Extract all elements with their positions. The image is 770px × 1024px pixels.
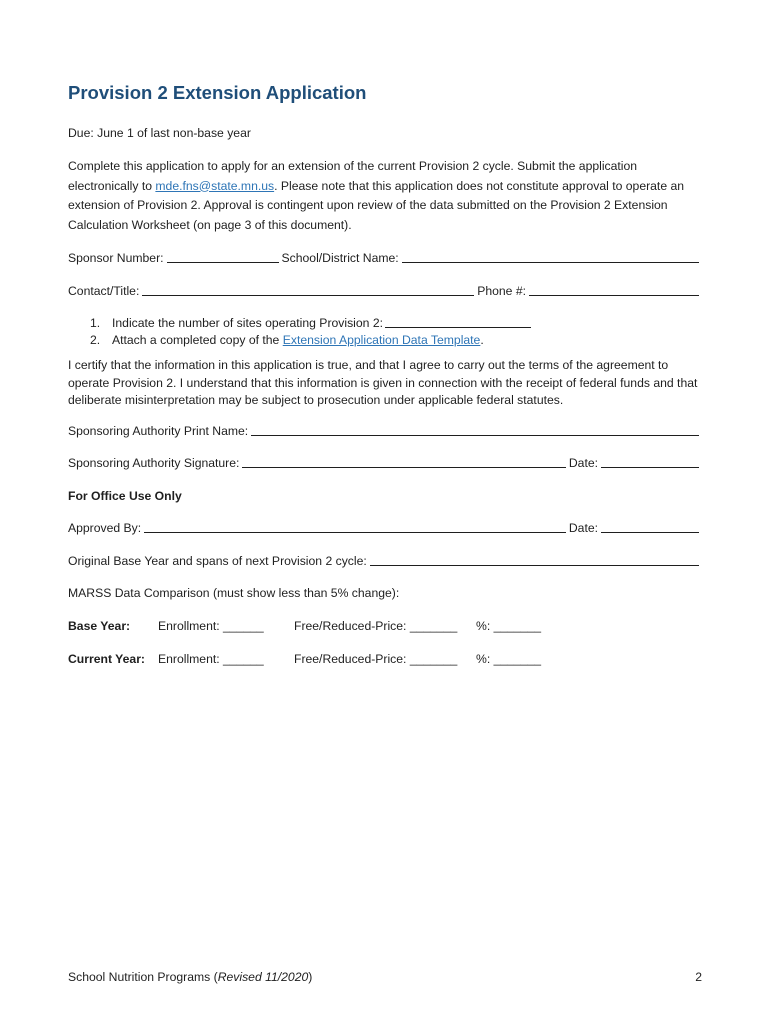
sponsor-row — [68, 249, 702, 267]
sponsor-number-label: Sponsor Number: — [68, 251, 164, 265]
office-use-heading: For Office Use Only — [68, 489, 182, 503]
date-label: Date: — [568, 521, 598, 535]
signature-date-field[interactable] — [601, 467, 699, 468]
list-item — [90, 332, 531, 349]
attach-label: Attach a completed copy of the — [112, 333, 283, 347]
contact-title-field[interactable] — [142, 295, 474, 296]
footer-revised: Revised 11/2020 — [217, 970, 309, 984]
due-date: Due: June 1 of last non-base year — [68, 126, 251, 140]
list-number: 1. — [90, 316, 101, 330]
date-label: Date: — [568, 456, 598, 470]
approved-by-label: Approved By: — [68, 521, 142, 535]
authority-name-label: Sponsoring Authority Print Name: — [68, 424, 249, 438]
template-link[interactable]: Extension Application Data Template — [282, 333, 481, 347]
base-enrollment-field[interactable]: Enrollment: ______ — [158, 619, 264, 633]
authority-name-row — [68, 422, 702, 440]
footer-text-pre: School Nutrition Programs ( — [68, 970, 218, 984]
base-pct-field[interactable]: %: _______ — [476, 619, 542, 633]
list-item — [90, 315, 531, 332]
approved-by-field[interactable] — [144, 532, 566, 533]
base-year-label: Base Year: — [68, 619, 131, 633]
contact-title-label: Contact/Title: — [68, 284, 140, 298]
instruction-list — [90, 315, 531, 349]
base-frp-field[interactable]: Free/Reduced-Price: _______ — [294, 619, 458, 633]
list-number: 2. — [90, 333, 101, 347]
authority-signature-label: Sponsoring Authority Signature: — [68, 456, 240, 470]
sites-label: Indicate the number of sites operating Provision 2: — [112, 316, 383, 330]
current-enrollment-field[interactable]: Enrollment: ______ — [158, 652, 264, 666]
certification-text: I certify that the information in this application is true, and that I agree to carry out the terms of the agreement to operate Provision 2. I understand that this information is given in connection with the receipt of federal funds and that deliberate misinterpretation may be subject to prosecution under applicable federal statutes. — [68, 358, 698, 407]
school-district-field[interactable] — [402, 262, 699, 263]
school-district-label: School/District Name: — [281, 251, 399, 265]
authority-name-field[interactable] — [251, 435, 699, 436]
marss-heading: MARSS Data Comparison (must show less than 5% change): — [68, 586, 400, 600]
page-number: 2 — [695, 970, 702, 984]
approved-date-field[interactable] — [601, 532, 699, 533]
intro-text-1: Complete this application to apply for an extension of the current Provision 2 cycle. Submit the application electronically to — [68, 159, 638, 193]
authority-signature-row — [68, 454, 702, 472]
original-base-row — [68, 552, 702, 570]
phone-label: Phone #: — [477, 284, 526, 298]
contact-row — [68, 282, 702, 300]
current-pct-field[interactable]: %: _______ — [476, 652, 542, 666]
original-base-field[interactable] — [370, 565, 699, 566]
authority-signature-field[interactable] — [242, 467, 565, 468]
attach-period: . — [480, 333, 484, 347]
intro-paragraph — [68, 157, 708, 235]
sites-field[interactable] — [385, 327, 531, 328]
original-base-label: Original Base Year and spans of next Provision 2 cycle: — [68, 554, 367, 568]
current-frp-field[interactable]: Free/Reduced-Price: _______ — [294, 652, 458, 666]
phone-field[interactable] — [529, 295, 699, 296]
approved-by-row — [68, 519, 702, 537]
current-year-label: Current Year: — [68, 652, 145, 666]
intro-text-2: . Please note that this application does not constitute approval to operate an extension of Provision 2. Approval is contingent upon review of the data submitted on the Provision 2 Extension Calculation Worksheet (on page 3 of this document). — [68, 178, 685, 232]
footer-text — [68, 970, 312, 984]
footer-text-post: ) — [308, 970, 313, 984]
page-title: Provision 2 Extension Application — [68, 82, 367, 103]
sponsor-number-field[interactable] — [167, 262, 279, 263]
page-footer — [68, 968, 702, 986]
email-link[interactable]: mde.fns@state.mn.us — [155, 178, 275, 193]
